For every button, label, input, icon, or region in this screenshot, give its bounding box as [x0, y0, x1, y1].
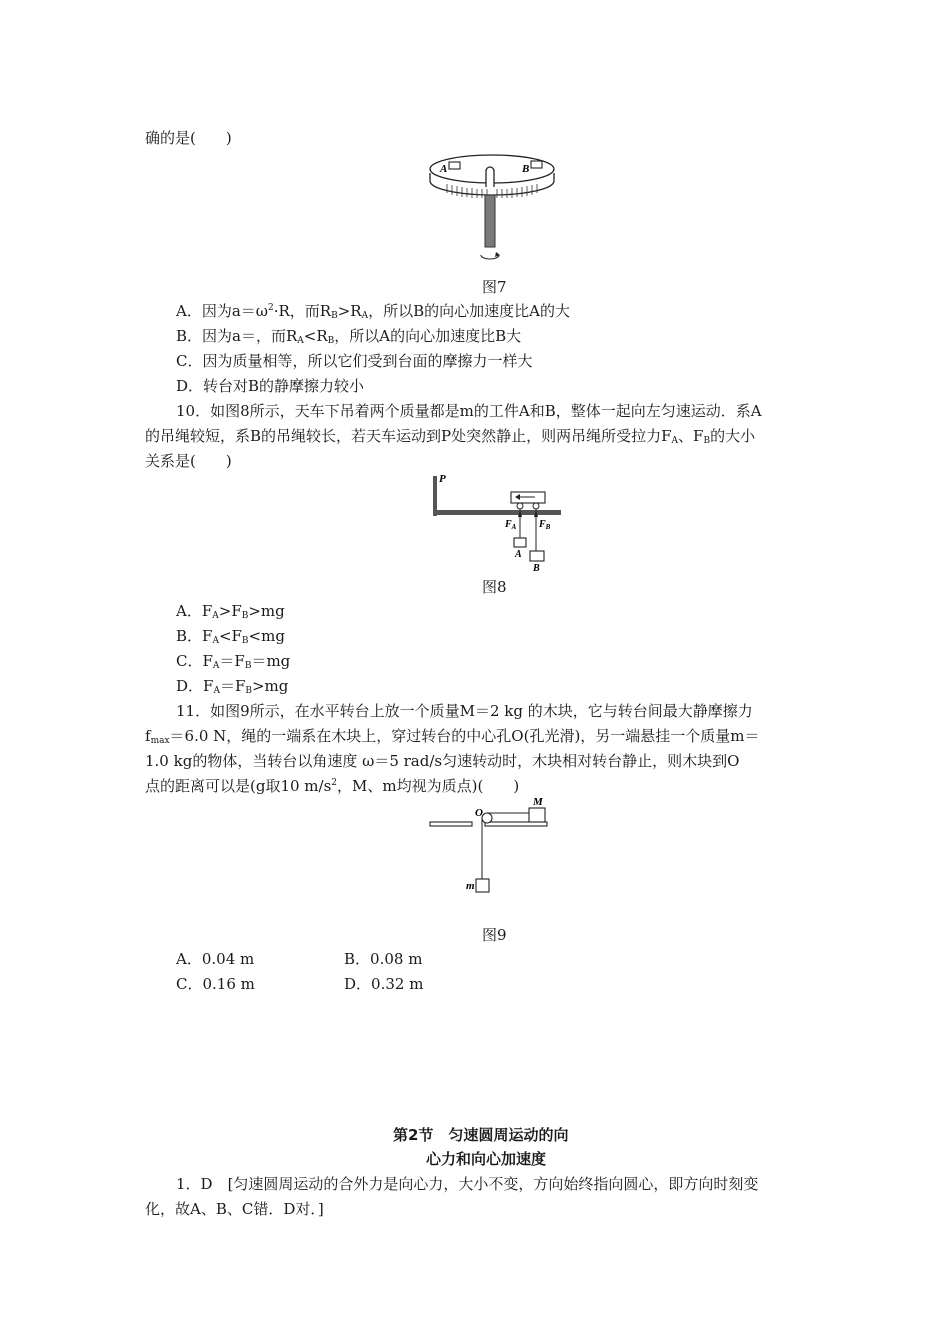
answer-1-line2: 化，故A、B、C错．D对．] — [145, 1200, 324, 1218]
q11-option-d: D．0.32 m — [344, 975, 424, 993]
figure-7-label-b: B — [522, 163, 530, 175]
figure-8-label-fb: $F_B$ — [539, 519, 551, 531]
figure-8-caption: 图8 — [482, 578, 507, 596]
q11-option-a: A．0.04 m — [176, 950, 255, 968]
figure-7-turntable — [425, 147, 560, 273]
q11-option-b: B．0.08 m — [344, 950, 423, 968]
q10-stem-line3: 关系是( ) — [145, 452, 232, 470]
q11-stem-line3: 1.0 kg的物体，当转台以角速度 ω＝5 rad/s匀速转动时，木块相对转台静止，则木块到O — [145, 752, 740, 770]
q9-option-a: A．因为$a=\omega^2\cdot R$，而$R_B>R_A$，所以B的向心加速度比A的大 — [176, 302, 570, 321]
q11-option-c: C．0.16 m — [176, 975, 255, 993]
q9-stem-tail: 确的是( ) — [145, 129, 232, 147]
q10-option-c: C．$F_A=F_B=mg$ — [176, 652, 291, 671]
q11-stem-line2: $f_{max}=6.0$ N，绳的一端系在木块上，穿过转台的中心孔O(孔光滑)，另一端悬挂一个质量m＝ — [145, 727, 760, 746]
q9-option-c: C．因为质量相等，所以它们受到台面的摩擦力一样大 — [176, 352, 533, 370]
q10-option-b: B．$F_A<F_B<mg$ — [176, 627, 285, 646]
q11-stem-line4: 点的距离可以是(g取10 $m/s^2$，M、m均视为质点)( ) — [145, 777, 520, 795]
figure-8-crane — [425, 470, 565, 574]
q10-stem-line2: 的吊绳较短，系B的吊绳较长，若天车运动到P处突然静止，则两吊绳所受拉力$F_A$、$F_B$的大小 — [145, 427, 756, 446]
q9-option-b: B．因为a＝，而$R_A<R_B$，所以A的向心加速度比B大 — [176, 327, 522, 346]
section-title-line1: 第2节 匀速圆周运动的向 — [393, 1126, 569, 1144]
figure-9-label-small-m: m — [466, 880, 475, 892]
q11-stem-line1: 11．如图9所示，在水平转台上放一个质量M＝2 kg 的木块，它与转台间最大静摩擦力 — [176, 702, 753, 720]
q10-option-d: D．$F_A=F_B>mg$ — [176, 677, 289, 696]
figure-8-label-b: B — [533, 563, 540, 574]
figure-9-caption: 图9 — [482, 926, 507, 944]
figure-8-label-p: P — [439, 473, 446, 485]
q10-stem-line1: 10．如图8所示，天车下吊着两个质量都是m的工件A和B，整体一起向左匀速运动．系A — [176, 402, 762, 420]
figure-9-label-big-m: M — [533, 797, 543, 808]
figure-9-label-o: O — [475, 807, 483, 819]
figure-8-label-a: A — [515, 549, 522, 560]
answer-1-line1: 1．D [匀速圆周运动的合外力是向心力，大小不变，方向始终指向圆心，即方向时刻变 — [176, 1175, 759, 1193]
section-title-line2: 心力和向心加速度 — [426, 1150, 547, 1168]
figure-8-label-fa: $F_A$ — [505, 519, 517, 531]
figure-7-label-a: A — [440, 163, 448, 175]
q9-option-d: D．转台对B的静摩擦力较小 — [176, 377, 365, 395]
figure-7-caption: 图7 — [482, 278, 507, 296]
q10-option-a: A．$F_A>F_B>mg$ — [176, 602, 285, 621]
figure-9-turntable — [425, 797, 555, 901]
